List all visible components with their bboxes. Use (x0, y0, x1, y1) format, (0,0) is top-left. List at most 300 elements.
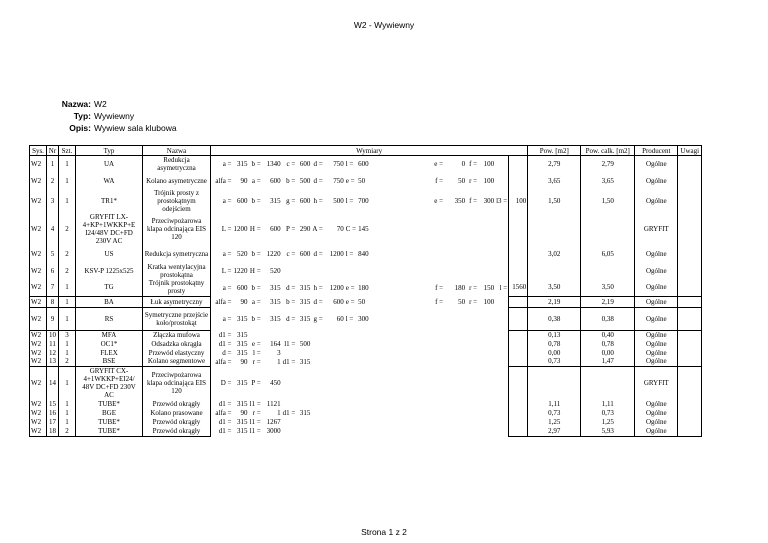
cell-pow: 0,73 (528, 357, 581, 366)
cell-nr: 7 (47, 279, 59, 296)
cell-w2: 600 (237, 197, 248, 205)
cell-powcalk: 0,38 (581, 307, 635, 330)
cell-w13 (466, 348, 478, 357)
cell-producent: Ogólne (635, 357, 678, 366)
cell-nr: 11 (47, 339, 59, 348)
cell-szt: 2 (59, 213, 76, 245)
cell-pow: 3,65 (528, 172, 581, 189)
cell-w2: 315 (237, 314, 248, 323)
cell-w3: P = (251, 378, 261, 387)
cell-nazwa: Przeciwpożarowa klapa odcinająca EIS 120 (143, 213, 211, 245)
header-nr: Nr (47, 146, 59, 156)
cell-nr: 8 (47, 296, 59, 307)
cell-w9: l = (345, 197, 354, 205)
cell-w1: d1 = (218, 330, 232, 339)
cell-w11: f = (435, 297, 444, 306)
cell-typ: GRYFIT CX-4+1WKKP+EI24/ 48V DC+FD 230V AC (76, 366, 143, 399)
page-number: Strona 1 z 2 (361, 527, 407, 537)
cell-szt: 1 (59, 172, 76, 189)
cell-w4: 1220 (266, 249, 281, 258)
cell-pow: 1,11 (528, 399, 581, 408)
cell-w13 (466, 408, 478, 417)
table-row (30, 262, 702, 279)
cell-w9: e = (345, 297, 355, 306)
cell-w16 (509, 245, 528, 262)
cell-w9 (345, 348, 357, 357)
cell-w5: d = (286, 314, 296, 323)
table-row (30, 213, 702, 245)
cell-w7: d = (313, 297, 323, 306)
cell-w7: d = (313, 160, 323, 168)
cell-w15 (495, 426, 509, 436)
cell-w8: 600 (333, 297, 344, 306)
cell-w10 (357, 417, 410, 426)
cell-w6: 500 (299, 176, 311, 185)
cell-w4: 1267 (266, 417, 281, 426)
cell-uwagi (678, 417, 702, 426)
cell-w3: b = (251, 283, 261, 292)
cell-w6 (296, 417, 311, 426)
cell-w5 (282, 348, 297, 357)
cell-sys: W2 (30, 156, 47, 173)
cell-w9 (345, 366, 357, 399)
cell-w4: 1121 (266, 399, 281, 408)
cell-w12 (444, 262, 466, 279)
cell-w11: e = (434, 160, 444, 168)
cell-w2: 315 (237, 378, 248, 387)
cell-w5: d1 = (282, 408, 296, 417)
cell-w7 (311, 348, 323, 357)
table-row (30, 357, 702, 366)
cell-w8: 750 (333, 176, 344, 185)
cell-w16 (509, 330, 528, 339)
cell-pow: 2,79 (528, 156, 581, 173)
cell-w15 (495, 172, 509, 189)
cell-w3: b = (251, 197, 261, 205)
header-pow-calk: Pow. calk. [m2] (581, 146, 635, 156)
table-row (30, 330, 702, 339)
cell-w10: 840 (358, 249, 369, 258)
table-row (30, 348, 702, 357)
cell-w8 (324, 357, 345, 366)
cell-w8: 1200 (329, 249, 344, 258)
cell-producent: Ogólne (635, 330, 678, 339)
cell-w15 (495, 417, 509, 426)
cell-nr: 14 (47, 366, 59, 399)
cell-sys: W2 (30, 339, 47, 348)
cell-uwagi (678, 296, 702, 307)
cell-w2: 1200 (233, 225, 248, 233)
cell-w1: d = (222, 348, 232, 357)
cell-w8 (324, 408, 345, 417)
cell-w14 (478, 417, 495, 426)
table-row (30, 296, 702, 307)
table-row (30, 399, 702, 408)
cell-pow: 2,97 (528, 426, 581, 436)
table-row (30, 307, 702, 330)
cell-w10: 600 (358, 160, 369, 168)
header-typ: Typ (76, 146, 143, 156)
cell-w2: 90 (240, 297, 248, 306)
cell-w8: 70 (336, 225, 344, 233)
cell-w8: 60 (336, 314, 344, 323)
cell-w14 (478, 262, 495, 279)
cell-uwagi (678, 330, 702, 339)
cell-w10: 180 (358, 283, 369, 292)
cell-nr: 16 (47, 408, 59, 417)
cell-sys: W2 (30, 366, 47, 399)
cell-w5: b = (286, 297, 296, 306)
cell-w5: d = (286, 283, 296, 292)
cell-w12 (444, 426, 466, 436)
cell-sys: W2 (30, 296, 47, 307)
cell-w5: c = (286, 249, 296, 258)
cell-pow: 1,50 (528, 189, 581, 213)
cell-w6: 315 (299, 283, 311, 292)
cell-producent: Ogólne (635, 426, 678, 436)
cell-w12: 180 (454, 283, 466, 292)
cell-typ: TUBE* (76, 417, 143, 426)
cell-w11 (410, 426, 444, 436)
cell-w4: 3000 (266, 427, 281, 435)
cell-w7: A = (312, 225, 323, 233)
cell-w16 (509, 426, 528, 436)
header-pow: Pow. [m2] (528, 146, 581, 156)
cell-powcalk: 1,47 (581, 357, 635, 366)
cell-producent: GRYFIT (635, 213, 678, 245)
cell-pow (528, 366, 581, 399)
cell-w1: d1 = (218, 417, 232, 426)
cell-w16 (509, 357, 528, 366)
cell-powcalk: 3,50 (581, 279, 635, 296)
cell-nazwa: Przewód okrągły (143, 417, 211, 426)
cell-w3: r = (252, 408, 261, 417)
cell-nazwa: Łuk asymetryczny (143, 296, 211, 307)
meta-description (50, 122, 177, 134)
cell-sys: W2 (30, 307, 47, 330)
cell-typ: UA (76, 156, 143, 173)
cell-szt: 1 (59, 399, 76, 408)
cell-w1: a = (222, 249, 232, 258)
cell-w4: 164 (270, 339, 281, 348)
cell-w10: 145 (358, 225, 369, 233)
cell-nazwa: Odsadzka okrągła (143, 339, 211, 348)
cell-w16 (509, 262, 528, 279)
cell-w3: b = (251, 314, 261, 323)
cell-w12 (444, 366, 466, 399)
header-szt: Szt. (59, 146, 76, 156)
cell-w4: 600 (270, 176, 281, 185)
cell-w1: alfa = (215, 176, 232, 185)
cell-szt: 1 (59, 296, 76, 307)
cell-nr: 3 (47, 189, 59, 213)
cell-typ: KSV-P 1225x525 (76, 262, 143, 279)
cell-w14: 150 (483, 283, 495, 292)
cell-w1: D = (220, 378, 232, 387)
cell-w5: l1 = (284, 339, 296, 348)
cell-w14 (478, 426, 495, 436)
cell-producent: Ogólne (635, 348, 678, 357)
components-table (29, 145, 702, 437)
cell-w10 (357, 366, 410, 399)
meta-key: Nazwa: (61, 99, 91, 109)
cell-w2: 600 (237, 283, 248, 292)
cell-w11: e = (434, 197, 444, 205)
cell-pow: 0,13 (528, 330, 581, 339)
cell-w4: 315 (270, 297, 281, 306)
cell-w12: 50 (458, 297, 466, 306)
cell-uwagi (678, 339, 702, 348)
cell-szt: 1 (59, 366, 76, 399)
cell-w11 (410, 357, 444, 366)
cell-typ: FLEX (76, 348, 143, 357)
cell-typ: BGE (76, 408, 143, 417)
cell-w9 (345, 357, 357, 366)
cell-w10 (357, 262, 410, 279)
cell-w16 (509, 156, 528, 173)
cell-w12 (444, 348, 466, 357)
cell-szt: 1 (59, 348, 76, 357)
cell-nr: 10 (47, 330, 59, 339)
cell-w7: d = (313, 249, 323, 258)
cell-sys: W2 (30, 245, 47, 262)
cell-w3: r = (252, 357, 261, 366)
cell-uwagi (678, 213, 702, 245)
cell-w12 (444, 399, 466, 408)
cell-w12 (444, 245, 466, 262)
cell-w6 (296, 330, 311, 339)
cell-uwagi (678, 366, 702, 399)
cell-producent: Ogólne (635, 156, 678, 173)
cell-w15: l = (499, 283, 508, 292)
cell-w13: r = (469, 176, 478, 185)
cell-typ: GRYFIT LX-4+KP+1WKKP+E I24/48V DC+FD 230V AC (76, 213, 143, 245)
cell-w8: 500 (333, 197, 344, 205)
cell-w7: h = (313, 197, 323, 205)
cell-w9: e = (345, 176, 355, 185)
cell-nazwa: Trójnik prostokątny prosty (143, 279, 211, 296)
cell-w8 (324, 417, 345, 426)
cell-w7 (311, 339, 323, 348)
cell-w4: 315 (270, 197, 281, 205)
cell-w10 (357, 357, 410, 366)
cell-w13: f = (469, 160, 478, 168)
cell-uwagi (678, 189, 702, 213)
cell-producent: Ogólne (635, 399, 678, 408)
cell-sys: W2 (30, 357, 47, 366)
cell-w5: P = (286, 225, 296, 233)
cell-typ: BA (76, 296, 143, 307)
cell-w14: 300 (483, 197, 495, 205)
cell-w14 (478, 408, 495, 417)
cell-w11 (410, 417, 444, 426)
cell-w1: a = (222, 314, 232, 323)
table-row (30, 189, 702, 213)
cell-w8 (324, 262, 345, 279)
cell-w5 (282, 417, 297, 426)
cell-w12 (444, 408, 466, 417)
cell-w15: l3 = (496, 197, 508, 205)
cell-szt: 1 (59, 408, 76, 417)
cell-w3: e = (251, 339, 261, 348)
cell-w8 (324, 426, 345, 436)
cell-w11 (410, 262, 444, 279)
cell-w9 (345, 408, 357, 417)
cell-uwagi (678, 245, 702, 262)
cell-w12 (444, 307, 466, 330)
cell-sys: W2 (30, 262, 47, 279)
cell-sys: W2 (30, 189, 47, 213)
cell-w9 (345, 426, 357, 436)
cell-powcalk: 0,40 (581, 330, 635, 339)
meta-value: Wywiewny (94, 111, 135, 121)
cell-w15 (495, 339, 509, 348)
cell-w8 (324, 366, 345, 399)
cell-w9 (345, 399, 357, 408)
cell-w12 (444, 417, 466, 426)
cell-w15 (495, 307, 509, 330)
cell-w10: 50 (358, 176, 366, 185)
cell-w1: d1 = (218, 339, 232, 348)
cell-w8 (324, 330, 345, 339)
cell-w2: 315 (237, 330, 248, 339)
cell-nr: 17 (47, 417, 59, 426)
document-title: W2 - Wywiewny (353, 20, 415, 30)
cell-uwagi (678, 262, 702, 279)
cell-w6 (296, 348, 311, 357)
cell-sys: W2 (30, 348, 47, 357)
cell-nazwa: Redukcja asymetryczna (143, 156, 211, 173)
cell-w13 (466, 366, 478, 399)
cell-powcalk (581, 213, 635, 245)
cell-szt: 1 (59, 307, 76, 330)
cell-w11 (410, 330, 444, 339)
cell-powcalk (581, 366, 635, 399)
cell-w11 (410, 366, 444, 399)
cell-nr: 13 (47, 357, 59, 366)
cell-producent: GRYFIT (635, 366, 678, 399)
cell-w7 (311, 357, 323, 366)
cell-uwagi (678, 279, 702, 296)
cell-szt: 3 (59, 330, 76, 339)
table-row (30, 417, 702, 426)
cell-w11: f = (435, 283, 444, 292)
cell-typ: WA (76, 172, 143, 189)
cell-typ: MFA (76, 330, 143, 339)
cell-powcalk: 1,25 (581, 417, 635, 426)
cell-w12 (444, 213, 466, 245)
cell-w11 (410, 213, 444, 245)
cell-szt: 1 (59, 156, 76, 173)
cell-w6: 500 (299, 339, 311, 348)
cell-producent: Ogólne (635, 307, 678, 330)
cell-uwagi (678, 426, 702, 436)
cell-w2: 520 (237, 249, 248, 258)
cell-w12 (444, 330, 466, 339)
cell-w4: 520 (270, 266, 281, 275)
cell-uwagi (678, 408, 702, 417)
cell-w6: 315 (299, 297, 311, 306)
cell-w11 (410, 245, 444, 262)
cell-uwagi (678, 307, 702, 330)
table-row (30, 408, 702, 417)
cell-w16 (509, 366, 528, 399)
cell-producent: Ogólne (635, 262, 678, 279)
cell-w9: l = (345, 249, 354, 258)
cell-w9: l = (345, 314, 354, 323)
meta-block (50, 98, 177, 134)
cell-w14 (478, 330, 495, 339)
cell-szt: 2 (59, 245, 76, 262)
cell-w10: 300 (358, 314, 369, 323)
cell-w14 (478, 307, 495, 330)
cell-sys: W2 (30, 426, 47, 436)
meta-name (50, 98, 177, 110)
cell-w10 (357, 426, 410, 436)
cell-w4: 315 (270, 283, 281, 292)
cell-w6 (296, 399, 311, 408)
cell-nazwa: Przeciwpożarowa klapa odcinająca EIS 120 (143, 366, 211, 399)
cell-w1: a = (222, 197, 232, 205)
cell-nazwa: Przewód okrągły (143, 426, 211, 436)
cell-w10 (357, 330, 410, 339)
cell-w16: 100 (509, 189, 528, 213)
cell-w9: C = (345, 225, 357, 233)
cell-w5 (282, 330, 297, 339)
cell-w4: 450 (270, 378, 281, 387)
cell-w4 (262, 330, 282, 339)
cell-w8 (324, 348, 345, 357)
cell-w6: 315 (299, 408, 311, 417)
cell-w7: g = (313, 314, 323, 323)
cell-typ: TR1* (76, 189, 143, 213)
cell-w3: l1 = (249, 427, 261, 435)
cell-w14 (478, 399, 495, 408)
cell-w13 (466, 262, 478, 279)
cell-pow: 0,78 (528, 339, 581, 348)
cell-nr: 12 (47, 348, 59, 357)
cell-nazwa: Symetryczne przejście koło/prostokąt (143, 307, 211, 330)
cell-szt: 1 (59, 189, 76, 213)
meta-key: Typ: (73, 111, 91, 121)
cell-typ: TG (76, 279, 143, 296)
cell-w6: 315 (299, 357, 311, 366)
table-row (30, 245, 702, 262)
cell-w5: c = (286, 160, 296, 168)
header-wymiary: Wymiary (211, 146, 528, 156)
header-nazwa: Nazwa (143, 146, 211, 156)
cell-w7: h = (313, 283, 323, 292)
cell-w13 (466, 330, 478, 339)
cell-w12 (444, 339, 466, 348)
cell-nazwa: Złączka mufowa (143, 330, 211, 339)
cell-w6: 600 (299, 249, 311, 258)
cell-w12 (444, 357, 466, 366)
cell-w8 (324, 339, 345, 348)
cell-w6 (296, 426, 311, 436)
cell-szt: 1 (59, 339, 76, 348)
header-producent: Producent (635, 146, 678, 156)
cell-w15 (495, 357, 509, 366)
cell-w1: L = (221, 266, 232, 275)
cell-nazwa: Trójnik prosty z prostokątnym odejściem (143, 189, 211, 213)
cell-w15 (495, 399, 509, 408)
cell-w5: g = (286, 197, 296, 205)
cell-w7 (311, 262, 323, 279)
cell-w7 (311, 330, 323, 339)
cell-w15 (495, 366, 509, 399)
cell-pow: 3,02 (528, 245, 581, 262)
